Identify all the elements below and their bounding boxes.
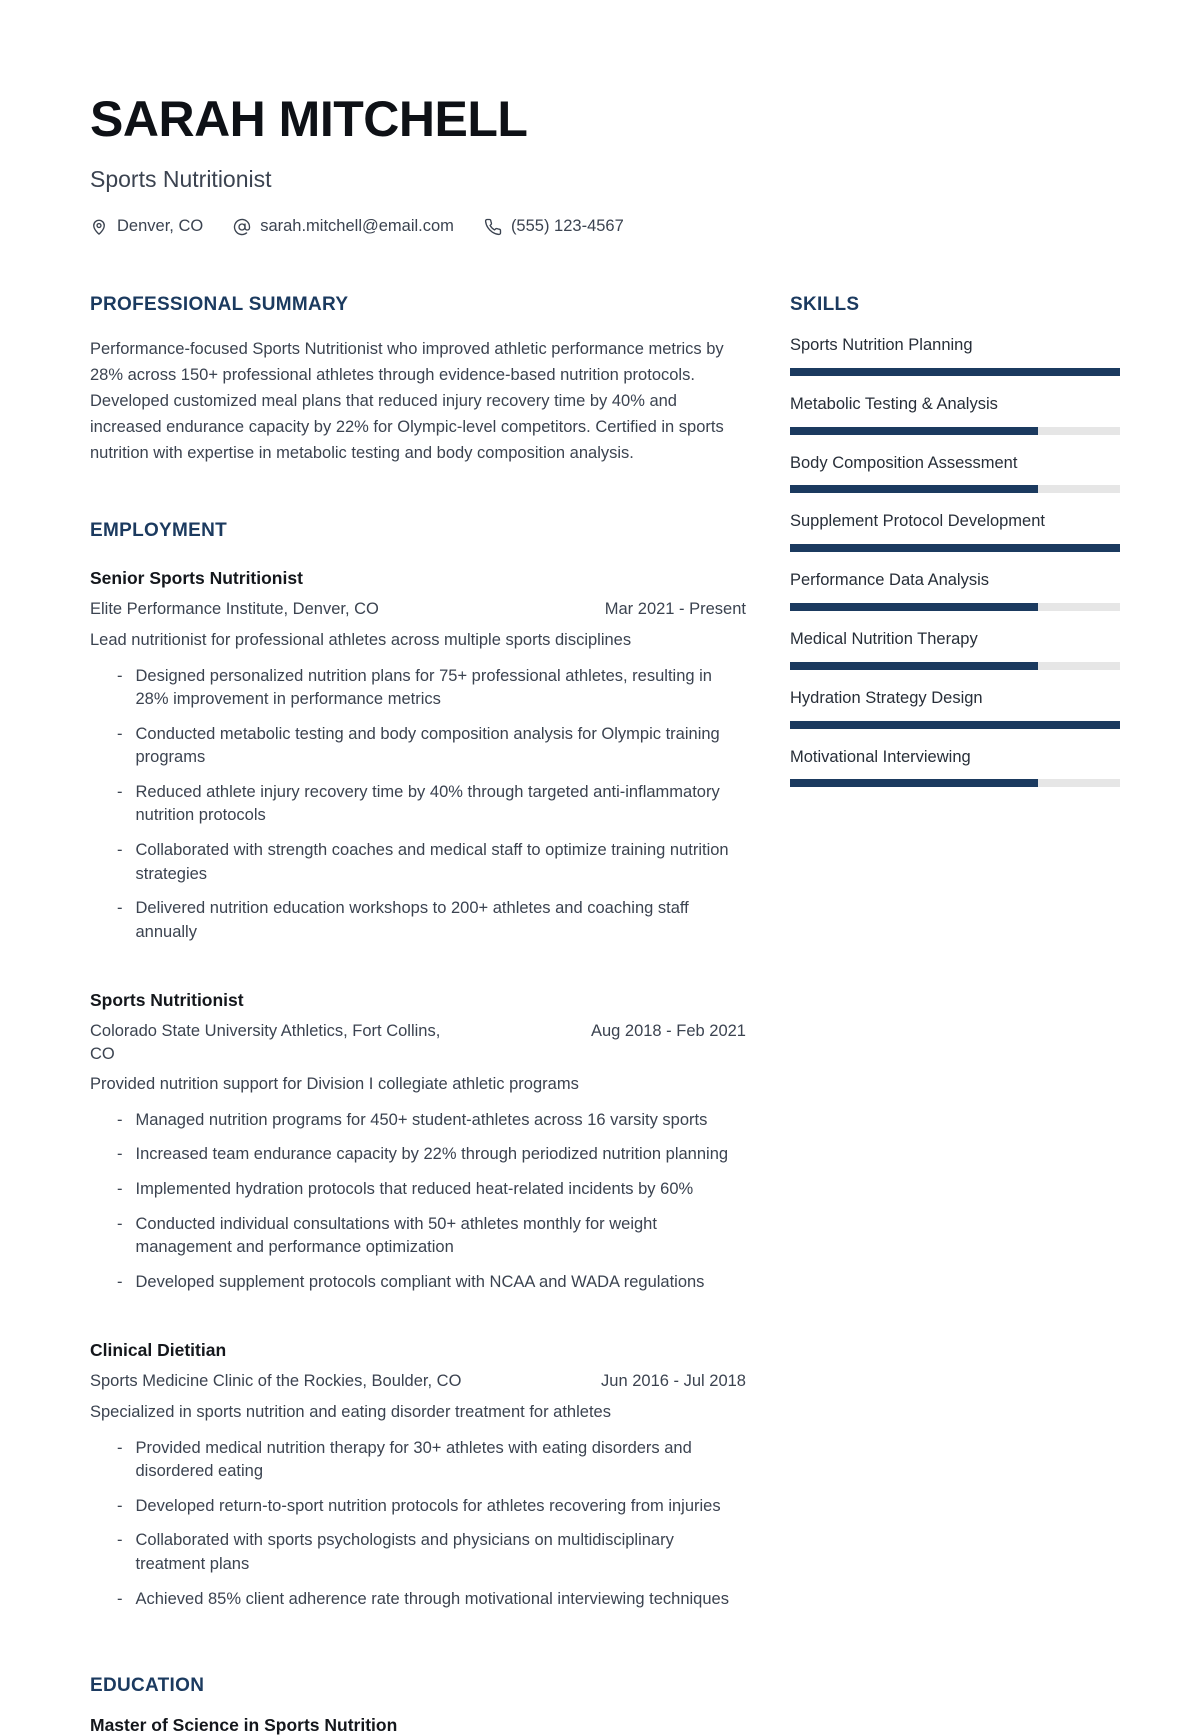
- job-meta: [90, 1370, 746, 1392]
- job-bullet: [90, 1271, 746, 1295]
- job-bullet-list: [90, 665, 746, 945]
- job-bullet: [90, 1588, 746, 1612]
- bullet-text: Provided medical nutrition therapy for 30+ athletes with eating disorders and disordered eating: [135, 1438, 692, 1481]
- bullet-text: Reduced athlete injury recovery time by 40% through targeted anti-inflammatory nutrition protocols: [135, 782, 720, 825]
- education-degree: Master of Science in Sports Nutrition: [90, 1715, 398, 1736]
- skill-name: Motivational Interviewing: [790, 747, 971, 766]
- bullet-text: Developed supplement protocols compliant with NCAA and WADA regulations: [135, 1272, 705, 1291]
- job-bullet: [90, 1213, 746, 1260]
- skill-bar-fill: [790, 368, 1120, 376]
- job-bullet: [90, 839, 746, 886]
- skill-bar-fill: [790, 662, 1038, 670]
- bullet-text: Implemented hydration protocols that reduced heat-related incidents by 60%: [135, 1180, 694, 1199]
- skill-item: [790, 512, 1120, 552]
- job-dates: Aug 2018 - Feb 2021: [590, 1022, 746, 1041]
- skill-item: [790, 454, 1120, 494]
- location-pin-icon: [90, 218, 108, 236]
- contact-phone: [484, 217, 624, 236]
- person-name: SARAH MITCHELL: [90, 91, 528, 147]
- job-lead: Lead nutritionist for professional athletes across multiple sports disciplines: [90, 630, 632, 649]
- job-bullet: [90, 781, 746, 828]
- skill-bar-fill: [790, 603, 1038, 611]
- job-company: Colorado State University Athletics, Fort Collins, CO: [90, 1022, 441, 1063]
- job-entry: [90, 1340, 746, 1611]
- job-company: Elite Performance Institute, Denver, CO: [90, 600, 379, 619]
- bullet-dash: -: [117, 841, 123, 860]
- bullet-text: Collaborated with strength coaches and medical staff to optimize training nutrition strategies: [135, 841, 729, 883]
- job-title: Sports Nutritionist: [90, 990, 244, 1011]
- skill-bar-track: [790, 485, 1120, 493]
- skill-bar-fill: [790, 779, 1038, 787]
- education-heading: EDUCATION: [90, 1675, 205, 1697]
- job-bullet: [90, 1143, 746, 1167]
- job-bullet: [90, 1109, 746, 1133]
- bullet-text: Managed nutrition programs for 450+ student-athletes across 16 varsity sports: [135, 1110, 708, 1129]
- skill-bar-fill: [790, 544, 1120, 552]
- bullet-dash: -: [117, 1496, 123, 1515]
- job-bullet-list: [90, 1109, 746, 1295]
- sidebar-column: [790, 294, 1120, 787]
- bullet-dash: -: [117, 1531, 123, 1550]
- skill-bar-track: [790, 603, 1120, 611]
- skill-item: [790, 571, 1120, 611]
- job-meta: [90, 598, 746, 620]
- job-bullet: [90, 1437, 746, 1484]
- contact-phone-text: (555) 123-4567: [510, 217, 624, 235]
- skill-bar-fill: [790, 485, 1038, 493]
- job-bullet: [90, 1178, 746, 1202]
- job-bullet: [90, 1495, 746, 1519]
- job-lead: Specialized in sports nutrition and eating disorder treatment for athletes: [90, 1402, 611, 1421]
- skill-item: [790, 630, 1120, 670]
- skill-name: Hydration Strategy Design: [790, 688, 983, 707]
- summary-text: Performance-focused Sports Nutritionist who improved athletic performance metrics by 28% across 150+ professional athletes through evidence-based nutrition protocols. Developed customized meal plans that reduced injury recovery time by 40% and increased endurance capacity by 22% for Olympic-level competitors. Certified in sports nutrition with expertise in metabolic testing and body composition analysis.: [90, 340, 724, 463]
- skill-bar-fill: [790, 721, 1120, 729]
- job-dates: Mar 2021 - Present: [604, 600, 746, 619]
- bullet-text: Achieved 85% client adherence rate through motivational interviewing techniques: [135, 1589, 729, 1608]
- skill-name: Performance Data Analysis: [790, 571, 990, 590]
- bullet-dash: -: [117, 1272, 123, 1291]
- bullet-text: Increased team endurance capacity by 22% through periodized nutrition planning: [135, 1145, 729, 1164]
- job-bullet-list: [90, 1437, 746, 1612]
- skill-bar-track: [790, 721, 1120, 729]
- contact-location-text: Denver, CO: [117, 217, 204, 235]
- skill-name: Metabolic Testing & Analysis: [790, 394, 998, 413]
- skill-bar-track: [790, 544, 1120, 552]
- education-section: [90, 1675, 746, 1736]
- bullet-dash: -: [117, 1214, 123, 1233]
- job-dates: Jun 2016 - Jul 2018: [601, 1372, 746, 1391]
- skill-item: [790, 395, 1120, 435]
- skill-item: [790, 336, 1120, 376]
- skill-item: [790, 689, 1120, 729]
- bullet-text: Designed personalized nutrition plans for 75+ professional athletes, resulting in 28% improvement in performance metrics: [135, 666, 712, 709]
- job-title: Clinical Dietitian: [90, 1340, 227, 1361]
- skills-heading: SKILLS: [790, 294, 860, 315]
- job-title: Senior Sports Nutritionist: [90, 568, 303, 589]
- skill-item: [790, 748, 1120, 788]
- contact-email-text: sarah.mitchell@email.com: [260, 217, 454, 235]
- contact-location: [90, 217, 203, 236]
- job-entry: [90, 568, 746, 944]
- skill-bar-fill: [790, 427, 1038, 435]
- bullet-dash: -: [117, 666, 123, 685]
- person-title: Sports Nutritionist: [90, 166, 272, 192]
- bullet-dash: -: [117, 1145, 123, 1164]
- bullet-text: Conducted individual consultations with 50+ athletes monthly for weight management and performance optimization: [135, 1214, 657, 1257]
- contact-email: [233, 217, 454, 236]
- skill-name: Sports Nutrition Planning: [790, 336, 973, 354]
- job-bullet: [90, 665, 746, 712]
- employment-heading: EMPLOYMENT: [90, 520, 228, 542]
- skill-bar-track: [790, 368, 1120, 376]
- job-bullet: [90, 1529, 746, 1576]
- job-entry: [90, 990, 746, 1294]
- summary-heading: PROFESSIONAL SUMMARY: [90, 294, 349, 315]
- bullet-dash: -: [117, 1438, 123, 1457]
- bullet-dash: -: [117, 782, 123, 801]
- skill-bar-track: [790, 662, 1120, 670]
- bullet-text: Delivered nutrition education workshops to 200+ athletes and coaching staff annually: [135, 899, 689, 941]
- summary-section: [90, 294, 746, 466]
- phone-icon: [484, 218, 502, 236]
- main-column: [90, 294, 746, 1736]
- resume-header: [90, 91, 1120, 236]
- job-bullet: [90, 897, 746, 944]
- at-sign-icon: [233, 218, 251, 236]
- bullet-text: Developed return-to-sport nutrition protocols for athletes recovering from injuries: [135, 1496, 721, 1515]
- job-bullet: [90, 723, 746, 770]
- bullet-dash: -: [117, 899, 123, 918]
- skill-name: Body Composition Assessment: [790, 453, 1018, 472]
- bullet-text: Collaborated with sports psychologists and physicians on multidisciplinary treatment plans: [135, 1531, 674, 1574]
- bullet-dash: -: [117, 1589, 123, 1608]
- job-meta: [90, 1020, 746, 1065]
- job-company: Sports Medicine Clinic of the Rockies, Boulder, CO: [90, 1372, 462, 1391]
- bullet-dash: -: [117, 1110, 123, 1129]
- job-lead: Provided nutrition support for Division I collegiate athletic programs: [90, 1074, 579, 1093]
- employment-section: [90, 520, 746, 1611]
- bullet-text: Conducted metabolic testing and body composition analysis for Olympic training programs: [135, 724, 720, 767]
- skill-bar-track: [790, 427, 1120, 435]
- skill-bar-track: [790, 779, 1120, 787]
- bullet-dash: -: [117, 724, 123, 743]
- skill-name: Medical Nutrition Therapy: [790, 629, 978, 648]
- contact-row: [90, 217, 1120, 236]
- skill-name: Supplement Protocol Development: [790, 512, 1045, 531]
- resume-body: [90, 294, 1120, 1736]
- bullet-dash: -: [117, 1180, 123, 1199]
- skills-section: [790, 294, 1120, 787]
